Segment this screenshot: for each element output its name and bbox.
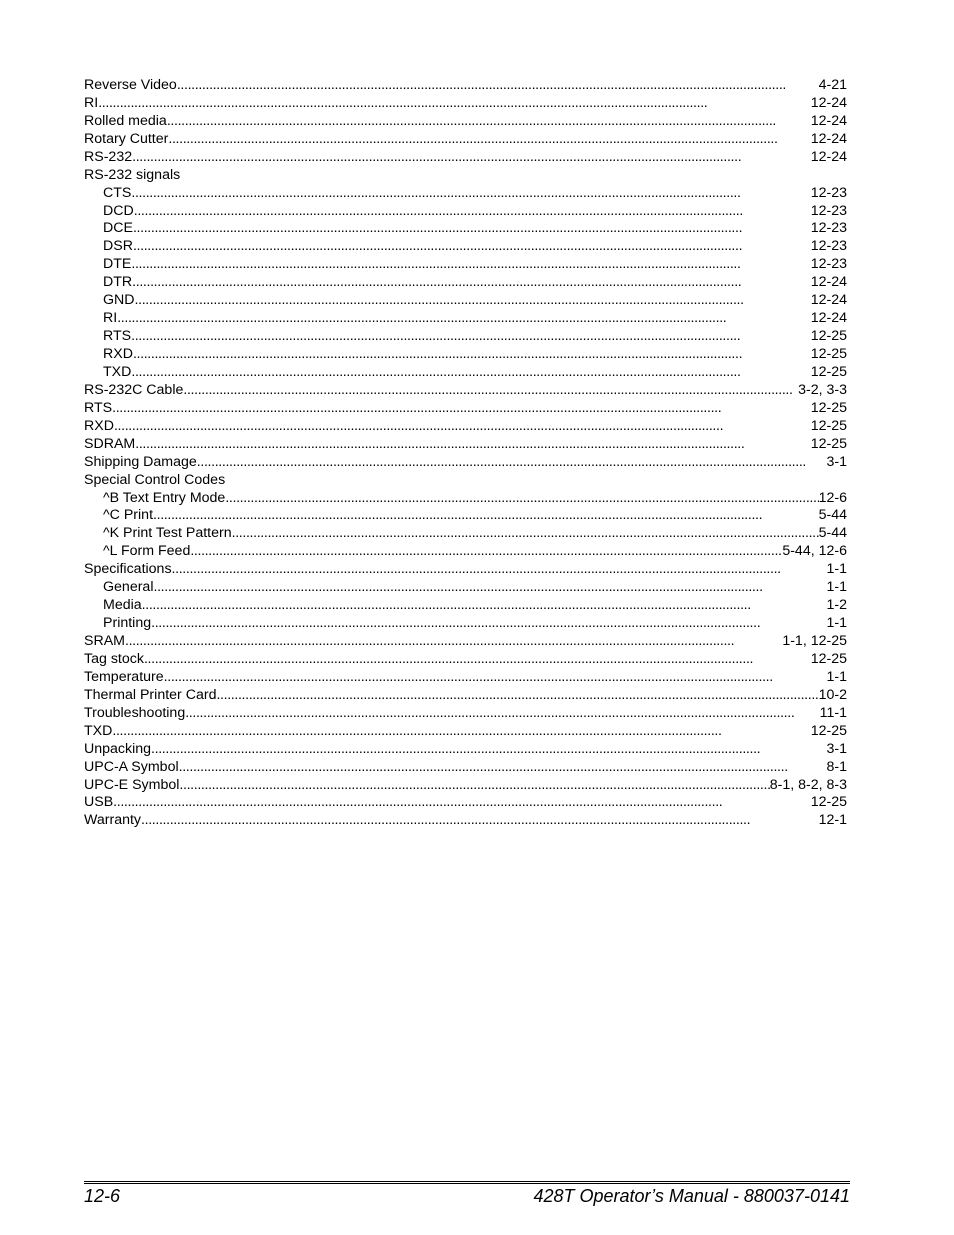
index-entry-label: Troubleshooting xyxy=(84,704,186,721)
dot-leader xyxy=(114,418,811,436)
index-entry-label: RS-232 signals xyxy=(84,166,181,183)
index-entry-label: Warranty xyxy=(84,812,142,829)
index-entry-label: General xyxy=(103,579,154,596)
index-entry-label: DCD xyxy=(103,202,134,219)
index-entry-label: DTE xyxy=(103,256,132,273)
dot-leader xyxy=(113,794,811,812)
index-subentry xyxy=(84,221,847,239)
index-subentry xyxy=(84,597,847,615)
index-entry-label: Printing xyxy=(103,615,152,632)
index-entry xyxy=(84,812,847,830)
footer-manual-title: 428T Operator’s Manual - 880037-0141 xyxy=(533,1186,850,1206)
index-entry-label: RTS xyxy=(103,328,132,345)
index-entry-page: 12-25 xyxy=(810,650,847,667)
index-entry xyxy=(84,472,847,490)
dot-leader xyxy=(125,633,782,651)
index-subentry xyxy=(84,615,847,633)
index-entry xyxy=(84,633,847,651)
index-entry-page: 12-6 xyxy=(818,489,847,506)
index-entry xyxy=(84,436,847,454)
index-entry xyxy=(84,400,847,418)
index-entry-label: RS-232 xyxy=(84,148,133,165)
index-subentry xyxy=(84,543,847,561)
index-entry xyxy=(84,418,847,436)
index-entry xyxy=(84,454,847,472)
index-entry-label: SRAM xyxy=(84,633,125,650)
index-entry-page: 12-25 xyxy=(810,435,847,452)
dot-leader xyxy=(168,131,810,149)
index-entry-label: RXD xyxy=(84,417,114,434)
dot-leader xyxy=(167,113,811,131)
index-subentry xyxy=(84,525,847,543)
dot-leader xyxy=(190,543,782,561)
index-entry-label: Tag stock xyxy=(84,650,144,667)
index-entry-page: 5-44 xyxy=(818,525,847,542)
index-entry xyxy=(84,759,847,777)
index-entry-page: 3-1 xyxy=(826,453,847,470)
index-subentry xyxy=(84,490,847,508)
index-entry-label: Special Control Codes xyxy=(84,471,226,488)
index-entry xyxy=(84,687,847,705)
dot-leader xyxy=(225,490,818,508)
dot-leader xyxy=(133,220,811,238)
index-subentry xyxy=(84,238,847,256)
index-entry-label: Media xyxy=(103,597,142,614)
index-entry-page: 12-1 xyxy=(818,812,847,829)
dot-leader xyxy=(117,310,811,328)
index-entry xyxy=(84,561,847,579)
dot-leader xyxy=(151,741,826,759)
index-entry-page: 12-24 xyxy=(810,292,847,309)
index-entry-page: 5-44 xyxy=(818,507,847,524)
index-entry-label: Unpacking xyxy=(84,740,152,757)
dot-leader xyxy=(144,651,811,669)
dot-leader xyxy=(131,328,811,346)
index-subentry xyxy=(84,579,847,597)
dot-leader xyxy=(133,346,811,364)
index-entry-label: UPC-A Symbol xyxy=(84,758,179,775)
dot-leader xyxy=(98,95,811,113)
dot-leader xyxy=(172,561,827,579)
footer-page-number: 12-6 xyxy=(84,1186,121,1206)
index-entry xyxy=(84,95,847,113)
index-entry-page: 12-25 xyxy=(810,722,847,739)
index-subentry xyxy=(84,256,847,274)
index-entry-label: GND xyxy=(103,292,135,309)
index-entry xyxy=(84,651,847,669)
index-entry-page: 8-1, 8-2, 8-3 xyxy=(769,776,847,793)
dot-leader xyxy=(177,77,819,95)
index-subentry xyxy=(84,310,847,328)
dot-leader xyxy=(151,615,826,633)
index-entry xyxy=(84,777,847,795)
index-entry-page: 12-23 xyxy=(810,184,847,201)
index-entry-label: TXD xyxy=(103,363,132,380)
dot-leader xyxy=(153,507,819,525)
index-entry-label: DSR xyxy=(103,238,133,255)
index-entry-page: 12-25 xyxy=(810,794,847,811)
index-subentry xyxy=(84,274,847,292)
index-entry-label: RS-232C Cable xyxy=(84,381,184,398)
index-subentry xyxy=(84,364,847,382)
index-entry-page: 12-24 xyxy=(810,310,847,327)
index-entry-page: 11-1 xyxy=(819,704,847,721)
index-entry-page: 1-1 xyxy=(826,579,847,596)
index-entry-page: 1-1 xyxy=(826,561,847,578)
dot-leader xyxy=(135,436,810,454)
index-entry-page: 12-25 xyxy=(810,346,847,363)
dot-leader xyxy=(132,274,811,292)
index-entry-page: 1-1, 12-25 xyxy=(782,633,847,650)
index-entry-page: 12-25 xyxy=(810,328,847,345)
index-entry-page: 4-21 xyxy=(818,76,847,93)
dot-leader xyxy=(232,525,819,543)
index-entry-page: 12-24 xyxy=(810,112,847,129)
index-entry-label: Rolled media xyxy=(84,112,167,129)
index-entry-label: TXD xyxy=(84,722,113,739)
dot-leader xyxy=(183,382,798,400)
dot-leader xyxy=(164,669,827,687)
index-entry-page: 12-25 xyxy=(810,399,847,416)
dot-leader xyxy=(153,579,826,597)
dot-leader xyxy=(131,185,810,203)
dot-leader xyxy=(133,238,811,256)
index-entry-page: 5-44, 12-6 xyxy=(782,543,847,560)
index-entry-page: 1-1 xyxy=(826,615,847,632)
index-entry xyxy=(84,167,847,185)
footer-rule-bottom xyxy=(84,1183,850,1184)
dot-leader xyxy=(197,454,827,472)
index-entry-label: CTS xyxy=(103,184,132,201)
index-entry xyxy=(84,669,847,687)
dot-leader xyxy=(179,759,827,777)
index-entry-page: 12-23 xyxy=(810,220,847,237)
dot-leader xyxy=(131,364,810,382)
index-entry-label: DCE xyxy=(103,220,133,237)
index-entry-page: 12-25 xyxy=(810,417,847,434)
dot-leader xyxy=(179,777,769,795)
index-entry-label: ^K Print Test Pattern xyxy=(103,525,232,542)
index-entry-label: ^L Form Feed xyxy=(103,543,191,560)
index-entry-label: RI xyxy=(103,310,118,327)
index-entry-page: 12-23 xyxy=(810,256,847,273)
index-subentry xyxy=(84,508,847,526)
index-entry-label: Rotary Cutter xyxy=(84,130,169,147)
index-list xyxy=(84,77,847,830)
dot-leader xyxy=(141,812,819,830)
dot-leader xyxy=(112,400,811,418)
index-entry xyxy=(84,705,847,723)
index-entry-page: 12-24 xyxy=(810,94,847,111)
index-entry-page: 12-24 xyxy=(810,130,847,147)
footer-rule-top xyxy=(84,1181,850,1182)
index-entry-label: USB xyxy=(84,794,114,811)
index-entry xyxy=(84,149,847,167)
index-entry xyxy=(84,113,847,131)
index-entry-label: RXD xyxy=(103,346,133,363)
index-subentry xyxy=(84,346,847,364)
dot-leader xyxy=(216,687,818,705)
index-entry-label: SDRAM xyxy=(84,435,136,452)
index-entry-page: 12-23 xyxy=(810,202,847,219)
dot-leader xyxy=(185,705,819,723)
index-entry-label: Reverse Video xyxy=(84,76,177,93)
index-entry-label: RTS xyxy=(84,399,113,416)
index-entry-page: 3-1 xyxy=(826,740,847,757)
index-entry-page: 12-23 xyxy=(810,238,847,255)
index-entry-page: 8-1 xyxy=(826,758,847,775)
dot-leader xyxy=(142,597,827,615)
index-entry xyxy=(84,77,847,95)
index-entry xyxy=(84,131,847,149)
index-entry-page: 1-1 xyxy=(826,668,847,685)
index-entry-page: 1-2 xyxy=(826,597,847,614)
dot-leader xyxy=(112,723,810,741)
index-subentry xyxy=(84,203,847,221)
index-entry-label: RI xyxy=(84,94,99,111)
index-entry-label: ^C Print xyxy=(103,507,154,524)
index-entry xyxy=(84,382,847,400)
index-subentry xyxy=(84,328,847,346)
index-entry xyxy=(84,723,847,741)
index-entry-label: DTR xyxy=(103,274,133,291)
dot-leader xyxy=(135,292,811,310)
index-subentry xyxy=(84,292,847,310)
index-entry-page: 3-2, 3-3 xyxy=(798,381,847,398)
dot-leader xyxy=(131,256,810,274)
index-entry-page: 12-25 xyxy=(810,363,847,380)
index-entry-label: Thermal Printer Card xyxy=(84,686,217,703)
index-entry xyxy=(84,741,847,759)
index-entry-label: Temperature xyxy=(84,668,164,685)
index-entry-page: 10-2 xyxy=(818,686,847,703)
index-entry-label: Specifications xyxy=(84,561,172,578)
index-subentry xyxy=(84,185,847,203)
index-entry-page: 12-24 xyxy=(810,274,847,291)
dot-leader xyxy=(132,149,811,167)
index-entry xyxy=(84,795,847,813)
dot-leader xyxy=(134,203,811,221)
index-entry-label: UPC-E Symbol xyxy=(84,776,180,793)
index-entry-label: ^B Text Entry Mode xyxy=(103,489,226,506)
index-entry-page: 12-24 xyxy=(810,148,847,165)
index-entry-label: Shipping Damage xyxy=(84,453,197,470)
